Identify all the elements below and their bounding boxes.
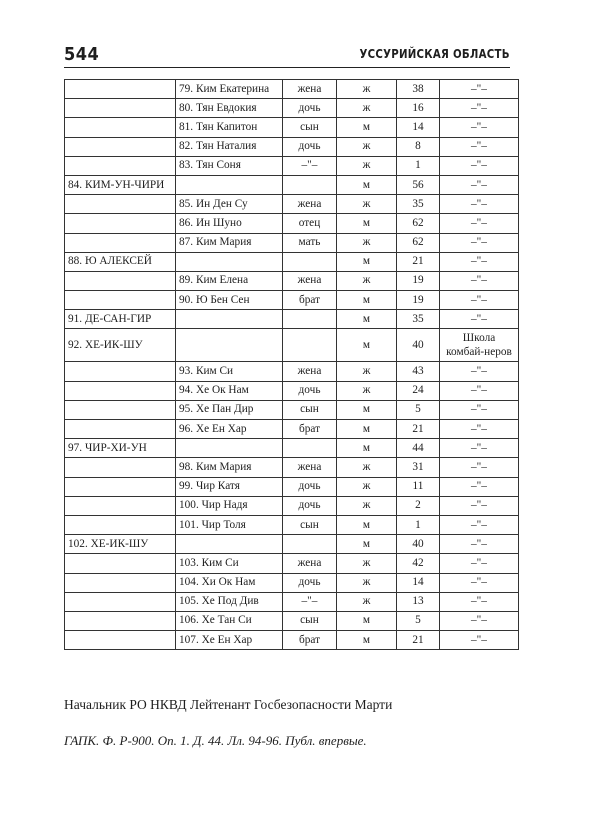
relation-cell (283, 310, 337, 329)
family-head-cell: 92. ХЕ-ИК-ШУ (65, 329, 176, 362)
age-cell: 62 (397, 214, 440, 233)
family-head-cell (65, 291, 176, 310)
family-head-cell (65, 458, 176, 477)
sex-cell: м (337, 420, 397, 439)
table-row (65, 496, 519, 515)
relation-cell: дочь (283, 477, 337, 496)
note-cell: –"– (440, 420, 519, 439)
table-row (65, 310, 519, 329)
sex-cell: ж (337, 362, 397, 381)
note-cell: –"– (440, 99, 519, 118)
family-head-cell (65, 631, 176, 650)
sex-cell: ж (337, 195, 397, 214)
family-head-cell (65, 362, 176, 381)
relation-cell: мать (283, 233, 337, 252)
note-cell: Школа комбай-неров (440, 329, 519, 362)
member-name-cell: 87. Ким Мария (176, 233, 283, 252)
table-row (65, 214, 519, 233)
table-row (65, 329, 519, 362)
family-head-cell (65, 420, 176, 439)
sex-cell: ж (337, 271, 397, 290)
table-row (65, 271, 519, 290)
note-cell: –"– (440, 310, 519, 329)
table-row (65, 175, 519, 194)
note-cell: –"– (440, 573, 519, 592)
member-name-cell: 101. Чир Толя (176, 515, 283, 534)
family-head-cell (65, 515, 176, 534)
sex-cell: м (337, 175, 397, 194)
sex-cell: м (337, 535, 397, 554)
age-cell: 56 (397, 175, 440, 194)
table-row (65, 592, 519, 611)
age-cell: 5 (397, 400, 440, 419)
note-cell: –"– (440, 252, 519, 271)
note-cell: –"– (440, 214, 519, 233)
note-cell: –"– (440, 592, 519, 611)
relation-cell: отец (283, 214, 337, 233)
table-row (65, 291, 519, 310)
relation-cell: сын (283, 118, 337, 137)
sex-cell: м (337, 400, 397, 419)
age-cell: 40 (397, 535, 440, 554)
member-name-cell: 82. Тян Наталия (176, 137, 283, 156)
relation-cell: дочь (283, 381, 337, 400)
member-name-cell (176, 175, 283, 194)
relation-cell: сын (283, 400, 337, 419)
member-name-cell: 96. Хе Ен Хар (176, 420, 283, 439)
family-head-cell (65, 118, 176, 137)
table-row (65, 195, 519, 214)
sex-cell: м (337, 631, 397, 650)
family-head-cell (65, 137, 176, 156)
note-cell: –"– (440, 175, 519, 194)
relation-cell: жена (283, 458, 337, 477)
member-name-cell: 100. Чир Надя (176, 496, 283, 515)
sex-cell: ж (337, 137, 397, 156)
relation-cell: дочь (283, 99, 337, 118)
member-name-cell: 94. Хе Ок Нам (176, 381, 283, 400)
table-row (65, 99, 519, 118)
family-head-cell: 91. ДЕ-САН-ГИР (65, 310, 176, 329)
table-row (65, 118, 519, 137)
note-cell: –"– (440, 271, 519, 290)
table-row (65, 458, 519, 477)
age-cell: 24 (397, 381, 440, 400)
family-head-cell (65, 156, 176, 175)
table-row (65, 80, 519, 99)
note-cell: –"– (440, 439, 519, 458)
age-cell: 21 (397, 420, 440, 439)
relation-cell: дочь (283, 137, 337, 156)
relation-cell (283, 535, 337, 554)
table-row (65, 400, 519, 419)
member-name-cell: 98. Ким Мария (176, 458, 283, 477)
table-row (65, 573, 519, 592)
running-title: УССУРИЙСКАЯ ОБЛАСТЬ (359, 47, 510, 61)
age-cell: 14 (397, 118, 440, 137)
member-name-cell: 89. Ким Елена (176, 271, 283, 290)
family-head-cell: 102. ХЕ-ИК-ШУ (65, 535, 176, 554)
family-head-cell (65, 496, 176, 515)
family-head-cell: 88. Ю АЛЕКСЕЙ (65, 252, 176, 271)
age-cell: 19 (397, 271, 440, 290)
note-cell: –"– (440, 631, 519, 650)
member-name-cell (176, 535, 283, 554)
note-cell: –"– (440, 611, 519, 630)
relation-cell: –"– (283, 156, 337, 175)
note-cell: –"– (440, 195, 519, 214)
relation-cell (283, 439, 337, 458)
sex-cell: м (337, 118, 397, 137)
relation-cell: –"– (283, 592, 337, 611)
member-name-cell: 90. Ю Бен Сен (176, 291, 283, 310)
table-row (65, 631, 519, 650)
relation-cell (283, 175, 337, 194)
sex-cell: ж (337, 233, 397, 252)
note-cell: –"– (440, 458, 519, 477)
age-cell: 35 (397, 310, 440, 329)
archive-source-citation: ГАПК. Ф. Р-900. Оп. 1. Д. 44. Лл. 94-96. Публ. впервые. (64, 733, 367, 748)
sex-cell: ж (337, 156, 397, 175)
note-cell: –"– (440, 291, 519, 310)
member-name-cell: 99. Чир Катя (176, 477, 283, 496)
family-head-cell (65, 554, 176, 573)
relation-cell: брат (283, 420, 337, 439)
note-cell: –"– (440, 137, 519, 156)
table-row (65, 420, 519, 439)
table-row (65, 515, 519, 534)
relation-cell: брат (283, 291, 337, 310)
member-name-cell (176, 252, 283, 271)
relation-cell (283, 252, 337, 271)
member-name-cell: 93. Ким Си (176, 362, 283, 381)
member-name-cell: 85. Ин Ден Су (176, 195, 283, 214)
age-cell: 16 (397, 99, 440, 118)
age-cell: 2 (397, 496, 440, 515)
family-head-cell (65, 611, 176, 630)
age-cell: 8 (397, 137, 440, 156)
note-cell: –"– (440, 535, 519, 554)
table-row (65, 611, 519, 630)
note-cell: –"– (440, 554, 519, 573)
table-row (65, 252, 519, 271)
age-cell: 21 (397, 252, 440, 271)
member-name-cell: 107. Хе Ен Хар (176, 631, 283, 650)
page-header (64, 44, 510, 68)
member-name-cell (176, 310, 283, 329)
family-head-cell: 97. ЧИР-ХИ-УН (65, 439, 176, 458)
note-cell: –"– (440, 477, 519, 496)
sex-cell: ж (337, 99, 397, 118)
page-number: 544 (64, 44, 100, 65)
relation-cell: сын (283, 611, 337, 630)
age-cell: 14 (397, 573, 440, 592)
relation-cell: жена (283, 80, 337, 99)
sex-cell: м (337, 291, 397, 310)
note-cell: –"– (440, 118, 519, 137)
family-head-cell (65, 195, 176, 214)
member-name-cell: 106. Хе Тан Си (176, 611, 283, 630)
age-cell: 44 (397, 439, 440, 458)
note-cell: –"– (440, 80, 519, 99)
note-cell: –"– (440, 156, 519, 175)
table-row (65, 381, 519, 400)
family-head-cell (65, 477, 176, 496)
sex-cell: ж (337, 458, 397, 477)
member-name-cell: 83. Тян Соня (176, 156, 283, 175)
sex-cell: м (337, 214, 397, 233)
family-head-cell (65, 400, 176, 419)
sex-cell: ж (337, 554, 397, 573)
signature-line: Начальник РО НКВД Лейтенант Госбезопасности Марти (64, 697, 393, 712)
age-cell: 21 (397, 631, 440, 650)
relation-cell: жена (283, 195, 337, 214)
relation-cell: дочь (283, 573, 337, 592)
table-row (65, 233, 519, 252)
sex-cell: ж (337, 381, 397, 400)
table-row (65, 554, 519, 573)
member-name-cell: 80. Тян Евдокия (176, 99, 283, 118)
member-name-cell: 104. Хи Ок Нам (176, 573, 283, 592)
sex-cell: ж (337, 80, 397, 99)
member-name-cell (176, 439, 283, 458)
member-name-cell: 79. Ким Екатерина (176, 80, 283, 99)
age-cell: 42 (397, 554, 440, 573)
sex-cell: ж (337, 592, 397, 611)
family-head-cell (65, 233, 176, 252)
member-name-cell: 95. Хе Пан Дир (176, 400, 283, 419)
member-name-cell: 81. Тян Капитон (176, 118, 283, 137)
family-head-cell (65, 214, 176, 233)
age-cell: 11 (397, 477, 440, 496)
table-row (65, 439, 519, 458)
member-name-cell (176, 329, 283, 362)
member-name-cell: 86. Ин Шуно (176, 214, 283, 233)
member-name-cell: 105. Хе Под Див (176, 592, 283, 611)
roster-body (65, 80, 519, 650)
family-head-cell (65, 271, 176, 290)
age-cell: 38 (397, 80, 440, 99)
sex-cell: м (337, 611, 397, 630)
age-cell: 31 (397, 458, 440, 477)
family-head-cell (65, 381, 176, 400)
table-row (65, 535, 519, 554)
table-row (65, 137, 519, 156)
sex-cell: ж (337, 573, 397, 592)
age-cell: 43 (397, 362, 440, 381)
note-cell: –"– (440, 362, 519, 381)
sex-cell: м (337, 252, 397, 271)
relation-cell: жена (283, 362, 337, 381)
age-cell: 40 (397, 329, 440, 362)
member-name-cell: 103. Ким Си (176, 554, 283, 573)
table-row (65, 477, 519, 496)
table-row (65, 362, 519, 381)
family-head-cell (65, 592, 176, 611)
sex-cell: ж (337, 496, 397, 515)
note-cell: –"– (440, 496, 519, 515)
age-cell: 5 (397, 611, 440, 630)
age-cell: 35 (397, 195, 440, 214)
relation-cell: дочь (283, 496, 337, 515)
header-divider (64, 67, 510, 68)
age-cell: 13 (397, 592, 440, 611)
family-roster-table (64, 79, 519, 650)
note-cell: –"– (440, 400, 519, 419)
sex-cell: м (337, 439, 397, 458)
relation-cell: жена (283, 554, 337, 573)
sex-cell: м (337, 310, 397, 329)
family-head-cell: 84. КИМ-УН-ЧИРИ (65, 175, 176, 194)
family-head-cell (65, 99, 176, 118)
age-cell: 1 (397, 156, 440, 175)
age-cell: 19 (397, 291, 440, 310)
family-head-cell (65, 80, 176, 99)
family-head-cell (65, 573, 176, 592)
relation-cell: сын (283, 515, 337, 534)
age-cell: 62 (397, 233, 440, 252)
relation-cell: жена (283, 271, 337, 290)
note-cell: –"– (440, 233, 519, 252)
note-cell: –"– (440, 515, 519, 534)
table-row (65, 156, 519, 175)
note-cell: –"– (440, 381, 519, 400)
relation-cell (283, 329, 337, 362)
sex-cell: м (337, 329, 397, 362)
age-cell: 1 (397, 515, 440, 534)
sex-cell: м (337, 515, 397, 534)
relation-cell: брат (283, 631, 337, 650)
sex-cell: ж (337, 477, 397, 496)
